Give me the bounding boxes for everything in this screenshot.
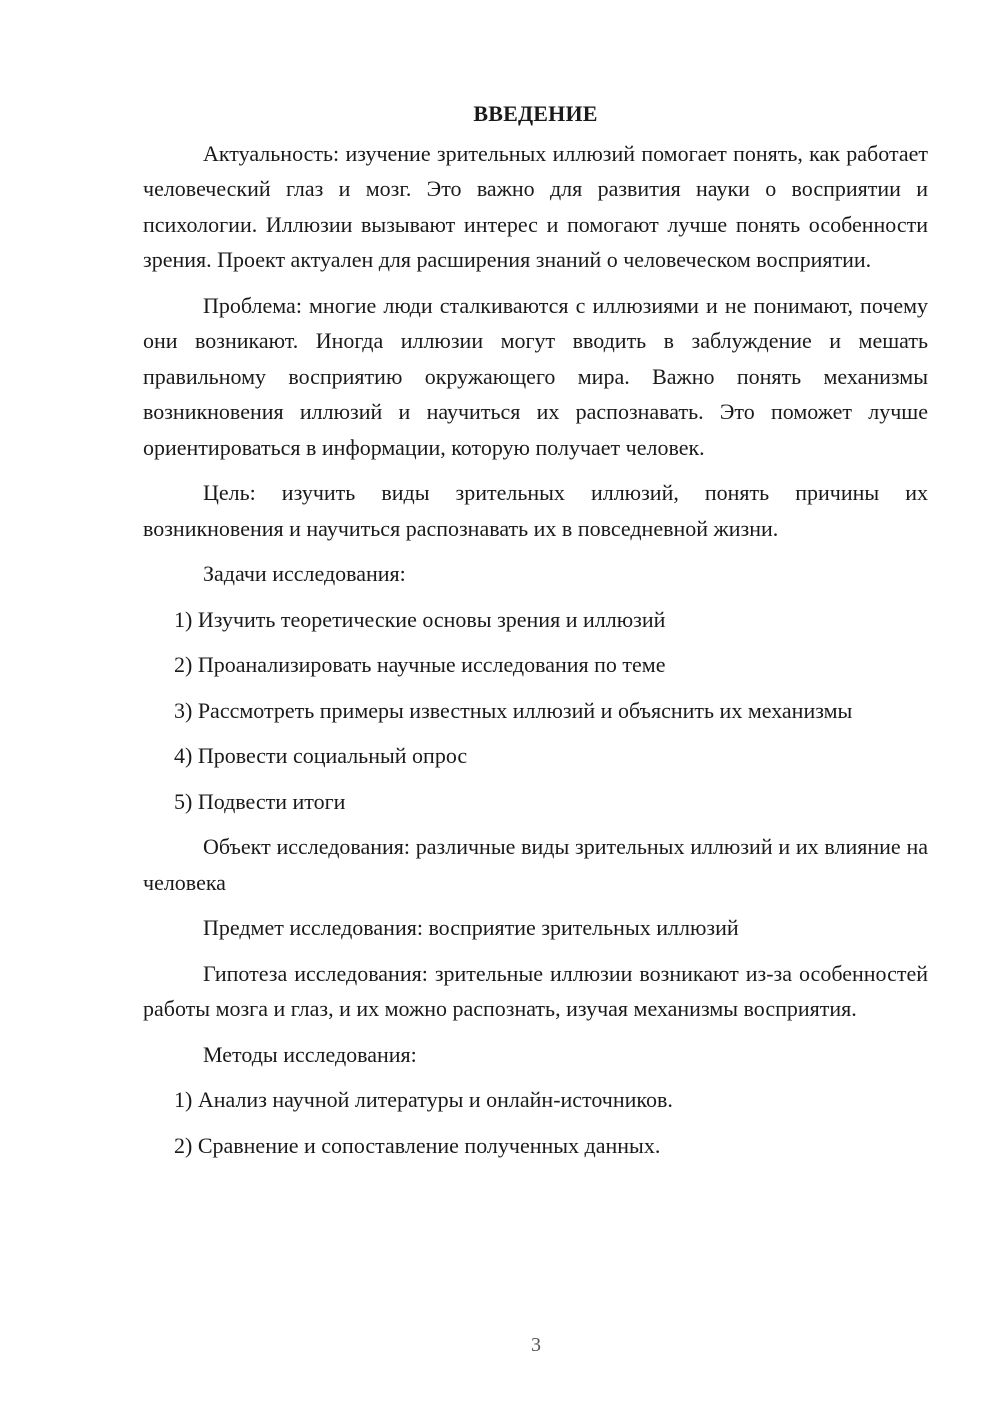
page-number: 3: [531, 1334, 541, 1356]
method-item: 1) Анализ научной литературы и онлайн-источников.: [174, 1087, 673, 1112]
tasks-heading: Задачи исследования:: [203, 561, 406, 586]
object-paragraph: Объект исследования: различные виды зрительных иллюзий и их влияние на человека: [143, 834, 928, 895]
goal-paragraph: Цель: изучить виды зрительных иллюзий, понять причины их возникновения и научиться распознавать их в повседневной жизни.: [143, 480, 928, 541]
method-item: 2) Сравнение и сопоставление полученных данных.: [174, 1132, 661, 1158]
task-item: 2) Проанализировать научные исследования по теме: [174, 652, 666, 677]
task-item: 5) Подвести итоги: [174, 788, 346, 814]
relevance-paragraph: Актуальность: изучение зрительных иллюзий помогает понять, как работает человеческий глаз и мозг. Это важно для развития науки о восприятии и психологии. Иллюзии вызывают интерес и помогают лучше понять особенности зрения. Проект актуален для расширения знаний о человеческом восприятии.: [143, 140, 928, 272]
task-item: 3) Рассмотреть примеры известных иллюзий и объяснить их механизмы: [174, 697, 853, 723]
problem-paragraph: Проблема: многие люди сталкиваются с иллюзиями и не понимают, почему они возникают. Иногда иллюзии могут вводить в заблуждение и мешать правильному восприятию окружающего мира. Важно понять механизмы возникновения иллюзий и научиться их распознавать. Это поможет лучше ориентироваться в информации, которую получает человек.: [143, 292, 928, 460]
hypothesis-paragraph: Гипотеза исследования: зрительные иллюзии возникают из-за особенностей работы мозга и глаз, и их можно распознать, изучая механизмы восприятия.: [143, 960, 928, 1021]
task-item: 1) Изучить теоретические основы зрения и иллюзий: [174, 606, 666, 632]
methods-heading: Методы исследования:: [203, 1041, 417, 1067]
task-item: 4) Провести социальный опрос: [174, 743, 468, 768]
page-content: [143, 96, 928, 1173]
subject-paragraph: Предмет исследования: восприятие зрительных иллюзий: [203, 915, 739, 940]
page-title: ВВЕДЕНИЕ: [473, 101, 598, 126]
